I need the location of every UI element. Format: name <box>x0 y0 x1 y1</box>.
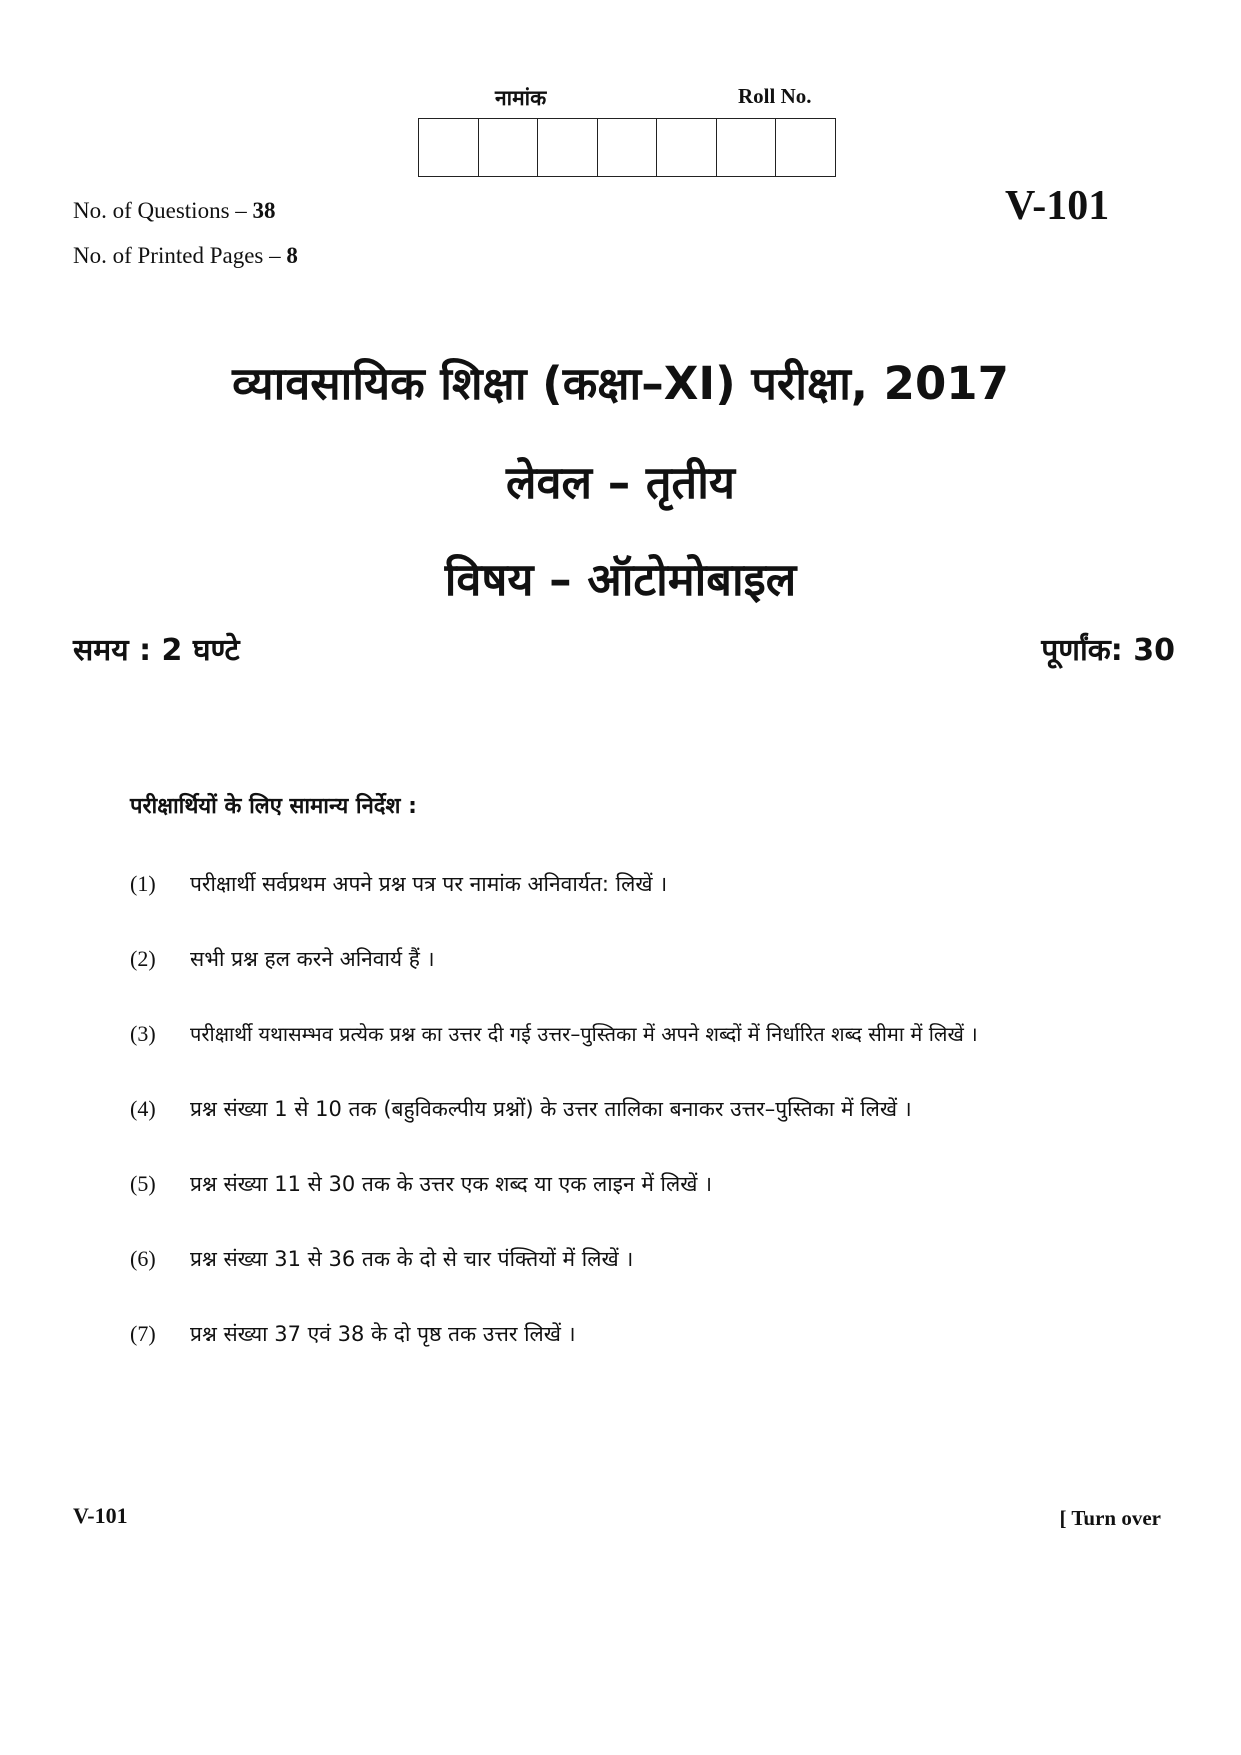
instruction-text: सभी प्रश्न हल करने अनिवार्य हैं । <box>190 947 435 971</box>
paper-code: V-101 <box>1005 183 1110 229</box>
roll-number-box[interactable] <box>598 118 658 177</box>
exam-duration: समय : 2 घण्टे <box>73 633 240 668</box>
instruction-number: (4) <box>130 1096 156 1121</box>
instruction-item <box>130 870 1190 945</box>
instruction-text: प्रश्न संख्या 11 से 30 तक के उत्तर एक शब्द या एक लाइन में लिखें । <box>190 1172 713 1196</box>
instructions-heading: परीक्षार्थियों के लिए सामान्य निर्देश : <box>130 794 417 819</box>
roll-number-box[interactable] <box>479 118 539 177</box>
roll-number-box[interactable] <box>717 118 777 177</box>
instruction-number: (5) <box>130 1171 156 1196</box>
roll-number-box[interactable] <box>419 118 479 177</box>
instruction-number: (7) <box>130 1321 156 1346</box>
questions-value: 38 <box>252 198 276 223</box>
instruction-number: (2) <box>130 946 156 971</box>
roll-number-box[interactable] <box>538 118 598 177</box>
instruction-text: प्रश्न संख्या 1 से 10 तक (बहुविकल्पीय प्रश्नों) के उत्तर तालिका बनाकर उत्तर–पुस्तिका में लिखें । <box>190 1097 912 1121</box>
level-title: लेवल – तृतीय <box>506 456 735 509</box>
roll-number-boxes <box>418 118 836 177</box>
instruction-text: प्रश्न संख्या 37 एवं 38 के दो पृष्ठ तक उत्तर लिखें । <box>190 1322 576 1346</box>
instructions-list <box>130 870 1190 1395</box>
instruction-text: प्रश्न संख्या 31 से 36 तक के दो से चार पंक्तियों में लिखें । <box>190 1247 634 1271</box>
subject-title: विषय – ऑटोमोबाइल <box>444 553 797 606</box>
instruction-item <box>130 1095 1190 1170</box>
exam-title: व्यावसायिक शिक्षा (कक्षा–XI) परीक्षा, 2017 <box>232 357 1009 410</box>
instruction-item <box>130 1245 1190 1320</box>
pages-value: 8 <box>286 243 298 268</box>
roll-number-label-hindi: नामांक <box>495 86 547 110</box>
instruction-item <box>130 945 1190 1020</box>
instruction-item <box>130 1020 1190 1095</box>
instruction-text: परीक्षार्थी सर्वप्रथम अपने प्रश्न पत्र पर नामांक अनिवार्यत: लिखें । <box>190 872 668 896</box>
number-of-questions <box>73 198 276 224</box>
pages-label: No. of Printed Pages – <box>73 243 287 268</box>
instruction-text: परीक्षार्थी यथासम्भव प्रत्येक प्रश्न का उत्तर दी गई उत्तर–पुस्तिका में अपने शब्दों में निर्धारित शब्द सीमा में लिखें । <box>190 1022 978 1046</box>
maximum-marks: पूर्णांक: 30 <box>1041 633 1175 668</box>
instruction-number: (1) <box>130 871 156 896</box>
turn-over-note: [ Turn over <box>1059 1506 1161 1530</box>
footer-paper-code: V-101 <box>73 1503 128 1528</box>
questions-label: No. of Questions – <box>73 198 253 223</box>
roll-number-box[interactable] <box>657 118 717 177</box>
instruction-number: (6) <box>130 1246 156 1271</box>
instruction-item <box>130 1320 1190 1395</box>
instruction-item <box>130 1170 1190 1245</box>
roll-number-label-english: Roll No. <box>738 84 812 108</box>
instruction-number: (3) <box>130 1021 156 1046</box>
roll-number-box[interactable] <box>776 118 836 177</box>
number-of-pages <box>73 243 298 269</box>
